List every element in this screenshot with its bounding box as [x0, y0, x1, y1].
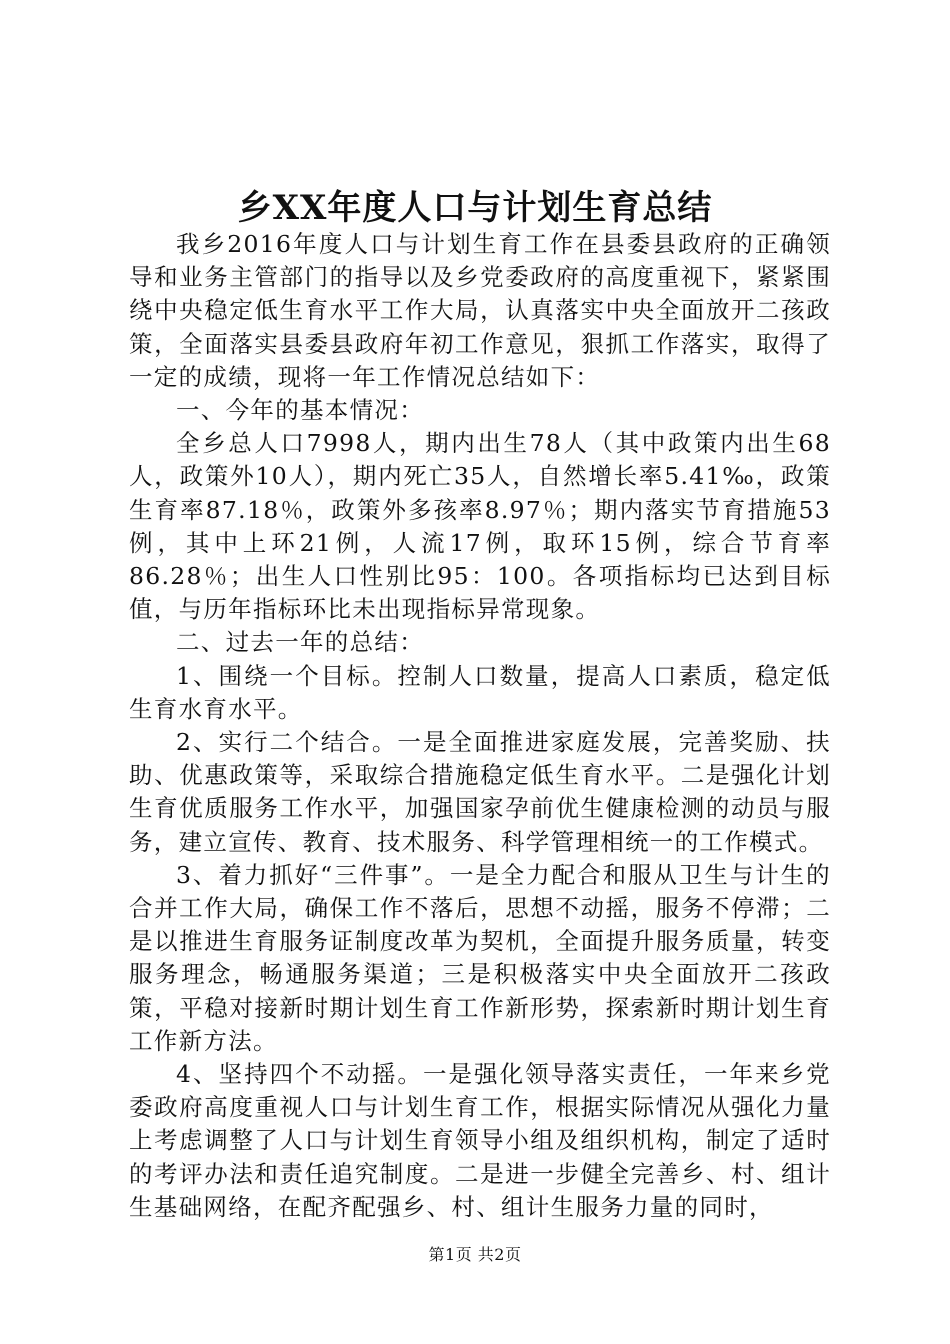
- section-heading-summary: 二、过去一年的总结：: [176, 628, 424, 657]
- paragraph-statistics: 全乡总人口7998人，期内出生78人（其中政策内出生68人，政策外10人），期内死亡35人，自然增长率5.41‰，政策生育率87.18％，政策外多孩率8.97％；期内落实节育措施53例，其中上环21例，人流17例，取环15例，综合节育率86.28％；出生人口性别比95：100。各项指标均已达到目标值，与历年指标环比未出现指标异常现象。: [129, 429, 831, 624]
- paragraph-item-4: 4、坚持四个不动摇。一是强化领导落实责任，一年来乡党委政府高度重视人口与计划生育工作，根据实际情况从强化力量上考虑调整了人口与计划生育领导小组及组织机构，制定了适时的考评办法和责任追究制度。二是进一步健全完善乡、村、组计生基础网络，在配齐配强乡、村、组计生服务力量的同时，: [129, 1060, 831, 1221]
- document-title: 乡XX年度人口与计划生育总结: [237, 188, 713, 228]
- paragraph-intro: 我乡2016年度人口与计划生育工作在县委县政府的正确领导和业务主管部门的指导以及乡党委政府的高度重视下，紧紧围绕中央稳定低生育水平工作大局，认真落实中央全面放开二孩政策，全面落实县委县政府年初工作意见，狠抓工作落实，取得了一定的成绩，现将一年工作情况总结如下：: [129, 230, 831, 391]
- paragraph-item-2: 2、实行二个结合。一是全面推进家庭发展，完善奖励、扶助、优惠政策等，采取综合措施稳定低生育水平。二是强化计划生育优质服务工作水平，加强国家孕前优生健康检测的动员与服务，建立宣传、教育、技术服务、科学管理相统一的工作模式。: [129, 728, 831, 856]
- document-body: [129, 228, 831, 1224]
- paragraph-item-3: 3、着力抓好“三件事”。一是全力配合和服从卫生与计生的合并工作大局，确保工作不落后，思想不动摇，服务不停滞；二是以推进生育服务证制度改革为契机，全面提升服务质量，转变服务理念，畅通服务渠道；三是积极落实中央全面放开二孩政策，平稳对接新时期计划生育工作新形势，探索新时期计划生育工作新方法。: [129, 860, 831, 1055]
- paragraph-item-1: 1、围绕一个目标。控制人口数量，提高人口素质，稳定低生育水育水平。: [129, 661, 831, 723]
- section-heading-basic-situation: 一、今年的基本情况：: [176, 396, 424, 425]
- page-number-footer: 第1页 共2页: [428, 1245, 522, 1264]
